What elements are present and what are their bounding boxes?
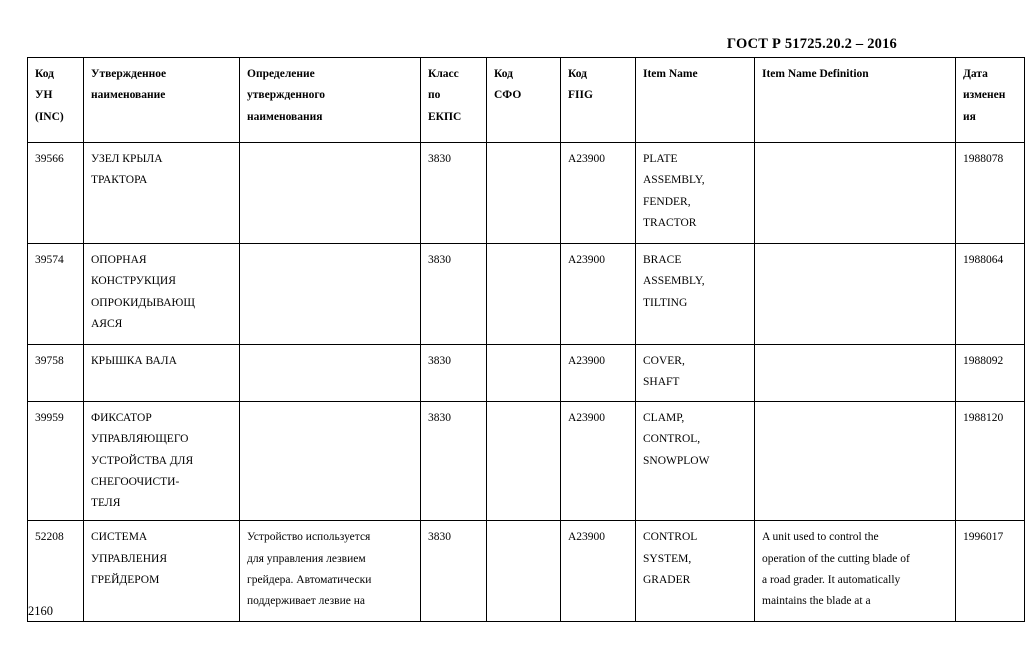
cell-fiig-code: A23900 <box>561 244 636 345</box>
cell-approved-name-definition <box>240 244 421 345</box>
column-header-item-name: Item Name <box>636 58 755 143</box>
column-header-approved-name-definition: Определение утвержденного наименования <box>240 58 421 143</box>
cell-ekps-class: 3830 <box>421 143 487 244</box>
cell-ekps-class: 3830 <box>421 244 487 345</box>
table-row <box>28 521 1025 622</box>
cell-item-name: CONTROL SYSTEM, GRADER <box>636 521 755 622</box>
cell-fiig-code: A23900 <box>561 143 636 244</box>
cell-ekps-class: 3830 <box>421 402 487 521</box>
cell-item-name-definition <box>755 244 956 345</box>
cell-inc-code: 39959 <box>28 402 84 521</box>
column-header-change-date: Дата изменен ия <box>956 58 1025 143</box>
table-row <box>28 402 1025 521</box>
table-body <box>28 143 1025 622</box>
cell-change-date: 1988064 <box>956 244 1025 345</box>
cell-item-name: CLAMP, CONTROL, SNOWPLOW <box>636 402 755 521</box>
page-number: 2160 <box>28 604 53 618</box>
cell-item-name-definition <box>755 402 956 521</box>
column-header-approved-name: Утвержденное наименование <box>84 58 240 143</box>
cell-approved-name: УЗЕЛ КРЫЛА ТРАКТОРА <box>84 143 240 244</box>
column-header-inc-code: Код УН (INC) <box>28 58 84 143</box>
column-header-ekps-class: Класс по ЕКПС <box>421 58 487 143</box>
column-header-sfo-code: Код СФО <box>487 58 561 143</box>
table-header-row <box>28 58 1025 143</box>
column-header-fiig-code: Код FIIG <box>561 58 636 143</box>
cell-inc-code: 39758 <box>28 345 84 402</box>
cell-inc-code: 52208 <box>28 521 84 622</box>
page-title: ГОСТ Р 51725.20.2 – 2016 <box>726 36 897 52</box>
cell-sfo-code <box>487 521 561 622</box>
cell-sfo-code <box>487 345 561 402</box>
cell-change-date: 1996017 <box>956 521 1025 622</box>
cell-inc-code: 39566 <box>28 143 84 244</box>
cell-sfo-code <box>487 244 561 345</box>
table-row <box>28 345 1025 402</box>
cell-sfo-code <box>487 402 561 521</box>
cell-ekps-class: 3830 <box>421 345 487 402</box>
cell-sfo-code <box>487 143 561 244</box>
cell-change-date: 1988078 <box>956 143 1025 244</box>
cell-item-name: COVER, SHAFT <box>636 345 755 402</box>
table-row <box>28 244 1025 345</box>
table-row <box>28 143 1025 244</box>
cell-approved-name-definition <box>240 345 421 402</box>
cell-inc-code: 39574 <box>28 244 84 345</box>
cell-item-name: BRACE ASSEMBLY, TILTING <box>636 244 755 345</box>
cell-approved-name: ОПОРНАЯ КОНСТРУКЦИЯ ОПРОКИДЫВАЮЩ АЯСЯ <box>84 244 240 345</box>
table-header <box>28 58 1025 143</box>
cell-fiig-code: A23900 <box>561 402 636 521</box>
cell-change-date: 1988120 <box>956 402 1025 521</box>
cell-item-name-definition: A unit used to control the operation of the cutting blade of a road grader. It automatically maintains the blade at a <box>755 521 956 622</box>
cell-item-name-definition <box>755 345 956 402</box>
cell-approved-name-definition <box>240 143 421 244</box>
cell-approved-name: СИСТЕМА УПРАВЛЕНИЯ ГРЕЙДЕРОМ <box>84 521 240 622</box>
cell-item-name: PLATE ASSEMBLY, FENDER, TRACTOR <box>636 143 755 244</box>
gost-items-table <box>27 57 1025 622</box>
cell-approved-name-definition <box>240 402 421 521</box>
cell-item-name-definition <box>755 143 956 244</box>
cell-fiig-code: A23900 <box>561 345 636 402</box>
cell-change-date: 1988092 <box>956 345 1025 402</box>
column-header-item-name-definition: Item Name Definition <box>755 58 956 143</box>
cell-fiig-code: A23900 <box>561 521 636 622</box>
cell-approved-name: ФИКСАТОР УПРАВЛЯЮЩЕГО УСТРОЙСТВА ДЛЯ СНЕГООЧИСТИ- ТЕЛЯ <box>84 402 240 521</box>
cell-approved-name: КРЫШКА ВАЛА <box>84 345 240 402</box>
cell-ekps-class: 3830 <box>421 521 487 622</box>
cell-approved-name-definition: Устройство используется для управления лезвием грейдера. Автоматически поддерживает лезвие на <box>240 521 421 622</box>
